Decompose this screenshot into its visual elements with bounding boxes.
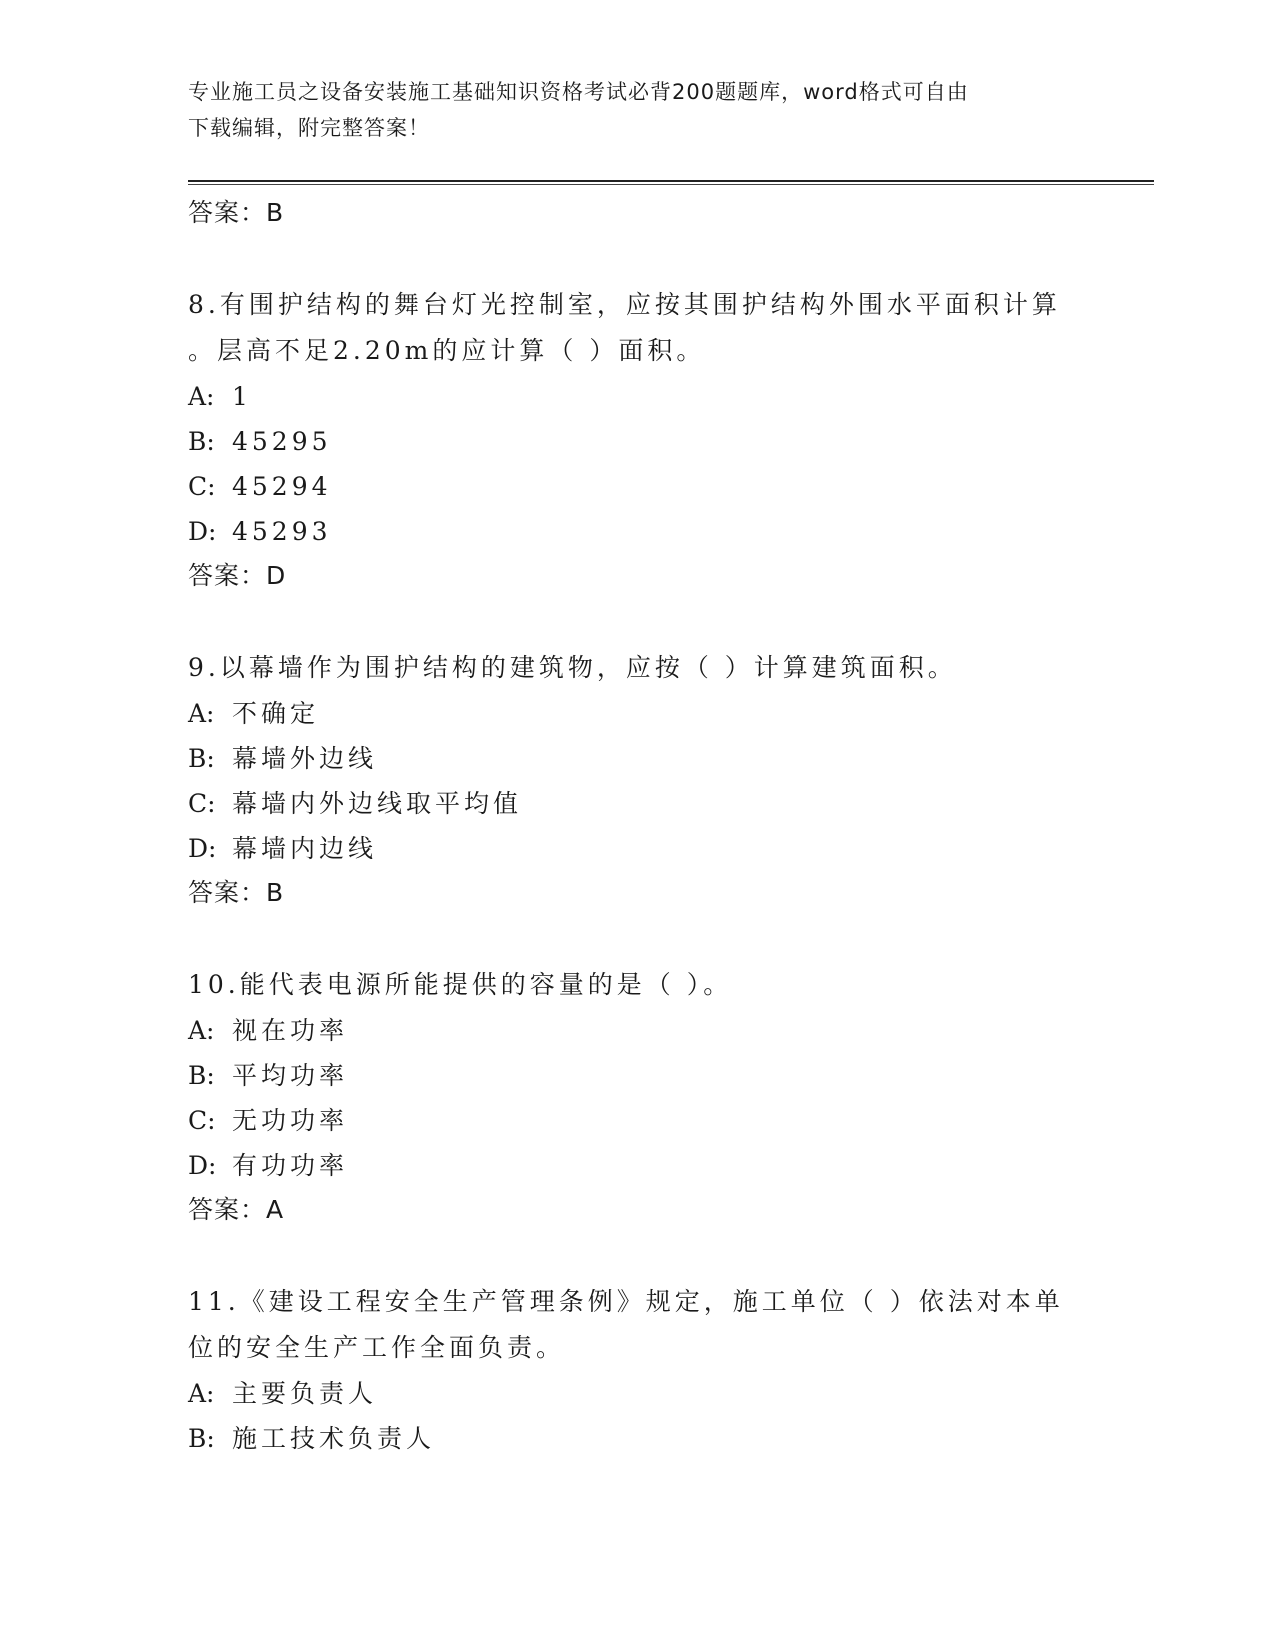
option-text: 45294 [232, 472, 332, 501]
question-stem [188, 962, 1068, 1008]
option-key: B: [188, 1424, 215, 1453]
question-9 [188, 645, 1088, 915]
option-b [188, 1416, 1088, 1461]
question-11 [188, 1279, 1088, 1461]
option-text: 平均功率 [232, 1061, 349, 1090]
option-d [188, 826, 1088, 871]
option-a [188, 1371, 1088, 1416]
question-stem [188, 282, 1068, 374]
option-text: 幕墙内外边线取平均值 [232, 789, 523, 818]
answer-label: 答案：B [188, 878, 285, 907]
option-key: B: [188, 744, 215, 773]
option-key: C: [188, 472, 216, 501]
header-line-2: 下载编辑，附完整答案！ [188, 116, 430, 140]
option-key: A: [188, 1016, 215, 1045]
option-key: C: [188, 789, 216, 818]
question-8 [188, 282, 1088, 598]
option-key: D: [188, 517, 217, 546]
option-text: 不确定 [232, 699, 320, 728]
option-a [188, 1008, 1088, 1053]
option-c [188, 1098, 1088, 1143]
question-stem-line: 10.能代表电源所能提供的容量的是（ ）。 [188, 970, 733, 999]
option-key: A: [188, 382, 215, 411]
option-d [188, 1143, 1088, 1188]
option-text: 幕墙内边线 [232, 834, 378, 863]
option-key: B: [188, 427, 215, 456]
question-10 [188, 962, 1088, 1232]
question-stem-line: 位的安全生产工作全面负责。 [188, 1333, 566, 1362]
question-stem-line: 9.以幕墙作为围护结构的建筑物，应按（ ）计算建筑面积。 [188, 653, 957, 682]
option-key: B: [188, 1061, 215, 1090]
question-stem-line: 8.有围护结构的舞台灯光控制室，应按其围护结构外围水平面积计算 [188, 290, 1061, 319]
option-text: 无功功率 [232, 1106, 349, 1135]
option-c [188, 781, 1088, 826]
option-b [188, 419, 1088, 464]
option-key: D: [188, 834, 217, 863]
option-a [188, 691, 1088, 736]
answer-label: 答案：A [188, 1195, 285, 1224]
spacer [188, 915, 1088, 962]
option-key: D: [188, 1151, 217, 1180]
spacer [188, 1232, 1088, 1279]
spacer [188, 235, 1088, 282]
option-text: 主要负责人 [232, 1379, 378, 1408]
option-text: 幕墙外边线 [232, 744, 378, 773]
header-divider-thin [188, 184, 1154, 185]
option-c [188, 464, 1088, 509]
question-stem [188, 645, 1068, 691]
option-b [188, 1053, 1088, 1098]
header-divider-thick [188, 180, 1154, 182]
option-text: 45295 [232, 427, 332, 456]
option-text: 视在功率 [232, 1016, 349, 1045]
option-a [188, 374, 1088, 419]
question-stem [188, 1279, 1068, 1371]
option-text: 有功功率 [232, 1151, 349, 1180]
answer-label: 答案：D [188, 561, 287, 590]
question-stem-line: 11.《建设工程安全生产管理条例》规定，施工单位（ ）依法对本单 [188, 1287, 1064, 1316]
option-text: 施工技术负责人 [232, 1424, 436, 1453]
question-stem-line: 。层高不足2.20m的应计算（ ）面积。 [188, 336, 706, 365]
question-list [188, 191, 1088, 1461]
option-key: A: [188, 699, 215, 728]
header-line-1: 专业施工员之设备安装施工基础知识资格考试必背200题题库，word格式可自由 [188, 80, 969, 104]
option-d [188, 509, 1088, 554]
option-key: A: [188, 1379, 215, 1408]
option-text: 45293 [232, 517, 332, 546]
option-b [188, 736, 1088, 781]
option-key: C: [188, 1106, 216, 1135]
previous-answer: 答案：B [188, 198, 285, 227]
document-header [188, 74, 1088, 146]
spacer [188, 598, 1088, 645]
option-text: 1 [232, 382, 252, 411]
